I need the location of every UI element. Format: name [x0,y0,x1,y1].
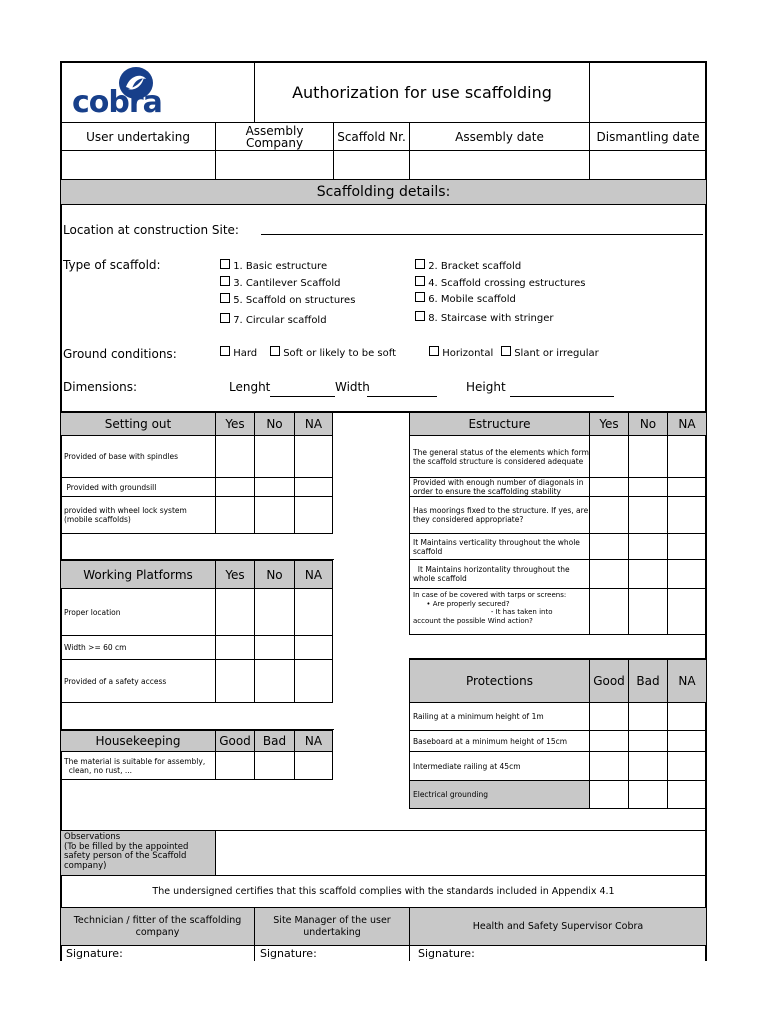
width-field[interactable] [367,396,437,397]
es-cell[interactable] [667,559,707,589]
height-field[interactable] [510,396,614,397]
es-cell[interactable] [589,477,629,497]
es-cell[interactable] [589,435,629,478]
setting-out-cell[interactable] [294,477,333,497]
sig-header-site-manager: Site Manager of the user undertaking [254,907,410,946]
pr-cell[interactable] [628,702,668,731]
height-label: Height [466,380,506,394]
wp-cell[interactable] [215,635,255,660]
wp-cell[interactable] [294,588,333,636]
type-option-2[interactable]: 2. Bracket scaffold [415,259,521,272]
hk-col-na: NA [294,730,333,752]
es-cell[interactable] [667,435,707,478]
col-dismantling-date: Dismantling date [589,122,707,151]
value-assembly-company[interactable] [215,150,334,180]
checkbox-icon[interactable] [415,311,425,321]
dimensions-label: Dimensions: [63,380,138,394]
pr-cell[interactable] [628,751,668,781]
setting-out-cell[interactable] [254,496,295,534]
pr-col-good: Good [589,659,629,703]
setting-out-cell[interactable] [254,477,295,497]
value-dismantling-date[interactable] [589,150,707,180]
wp-cell[interactable] [215,659,255,703]
wp-col-yes: Yes [215,560,255,589]
certification-text: The undersigned certifies that this scaffold complies with the standards included in Appendix 4.1 [60,875,707,908]
ground-label: Ground conditions: [63,347,177,361]
es-col-no: No [628,412,668,436]
es-cell[interactable] [628,477,668,497]
hk-cell[interactable] [254,751,295,780]
ground-option-horizontal[interactable]: Horizontal [429,346,493,359]
pr-cell[interactable] [667,780,707,809]
working-platforms-title: Working Platforms [60,560,216,589]
type-option-5[interactable]: 5. Scaffold on structures [220,293,355,306]
pr-row-2: Baseboard at a minimum height of 15cm [409,730,590,752]
pr-row-3: Intermediate railing at 45cm [409,751,590,781]
es-cell[interactable] [667,477,707,497]
es-row-4: It Maintains verticality throughout the whole scaffold [409,533,590,560]
wp-row-1: Proper location [60,588,216,636]
es-col-na: NA [667,412,707,436]
es-cell[interactable] [667,588,707,635]
es-col-yes: Yes [589,412,629,436]
length-label: Lenght [229,380,271,394]
es-row-5: It Maintains horizontality throughout the whole scaffold [409,559,590,589]
wp-col-na: NA [294,560,333,589]
col-scaffold-nr: Scaffold Nr. [333,122,410,151]
section-scaffolding-details: Scaffolding details: [60,179,707,205]
header-blank-cell [589,61,707,123]
sig-divider [409,945,410,961]
estructure-title: Estructure [409,412,590,436]
setting-out-cell[interactable] [215,435,255,478]
setting-out-cell[interactable] [294,435,333,478]
sig-row [60,945,707,961]
checkbox-icon[interactable] [270,346,280,356]
checkbox-icon[interactable] [429,346,439,356]
type-option-6[interactable]: 6. Mobile scaffold [415,292,516,305]
hk-row-1: The material is suitable for assembly, clean, no rust, ... [60,751,216,780]
wp-cell[interactable] [294,659,333,703]
wp-col-no: No [254,560,295,589]
checkbox-icon[interactable] [415,276,425,286]
setting-out-cell[interactable] [215,477,255,497]
setting-out-cell[interactable] [254,435,295,478]
checkbox-icon[interactable] [501,346,511,356]
hk-col-bad: Bad [254,730,295,752]
pr-cell[interactable] [589,702,629,731]
es-row-6: In case of be covered with tarps or screens: • Are properly secured? - It has taken into account the possible Wind action? [409,588,590,635]
ground-option-hard[interactable]: Hard [220,346,257,359]
es-row-1: The general status of the elements which form the scaffold structure is considered adequate [409,435,590,478]
sig-header-technician: Technician / fitter of the scaffolding company [60,907,255,946]
hk-cell[interactable] [215,751,255,780]
col-assembly-date: Assembly date [409,122,590,151]
es-cell[interactable] [667,496,707,534]
checkbox-icon[interactable] [415,292,425,302]
width-label: Width [335,380,370,394]
setting-out-cell[interactable] [294,496,333,534]
length-field[interactable] [270,396,335,397]
observations-field[interactable] [215,830,707,876]
checkbox-icon[interactable] [220,313,230,323]
es-cell[interactable] [628,435,668,478]
signature-site-manager[interactable]: Signature: [260,947,317,960]
pr-cell[interactable] [667,730,707,752]
pr-cell[interactable] [589,751,629,781]
signature-hs-supervisor[interactable]: Signature: [418,947,475,960]
es-cell[interactable] [667,533,707,560]
pr-row-1: Railing at a minimum height of 1m [409,702,590,731]
es-cell[interactable] [589,533,629,560]
checkbox-icon[interactable] [415,259,425,269]
checkbox-icon[interactable] [220,276,230,286]
form-title: Authorization for use scaffolding [254,61,590,123]
setting-out-row-1: Provided of base with spindles [60,435,216,478]
checkbox-icon[interactable] [220,293,230,303]
pr-row-4: Electrical grounding [409,780,590,809]
type-option-3[interactable]: 3. Cantilever Scaffold [220,276,340,289]
protections-title: Protections [409,659,590,703]
pr-cell[interactable] [628,780,668,809]
sig-divider [254,945,255,961]
checkbox-icon[interactable] [220,259,230,269]
es-cell[interactable] [628,533,668,560]
cobra-logo [72,65,162,121]
location-label: Location at construction Site: [63,223,239,237]
wp-cell[interactable] [294,635,333,660]
es-row-2: Provided with enough number of diagonals in order to ensure the scaffolding stability [409,477,590,497]
setting-out-row-3: provided with wheel lock system (mobile scaffolds) [60,496,216,534]
value-assembly-date[interactable] [409,150,590,180]
logo-text: cobra [72,85,162,120]
type-option-8[interactable]: 8. Staircase with stringer [415,311,554,324]
type-label: Type of scaffold: [63,258,161,272]
pr-col-bad: Bad [628,659,668,703]
setting-out-row-2: Provided with groundsill [60,477,216,497]
col-user-undertaking: User undertaking [60,122,216,151]
pr-cell[interactable] [667,751,707,781]
es-cell[interactable] [628,496,668,534]
pr-cell[interactable] [667,702,707,731]
pr-cell[interactable] [589,730,629,752]
ground-option-soft[interactable]: Soft or likely to be soft [270,346,396,359]
wp-row-3: Provided of a safety access [60,659,216,703]
pr-cell[interactable] [589,780,629,809]
es-cell[interactable] [589,588,629,635]
signature-technician[interactable]: Signature: [66,947,123,960]
setting-out-title: Setting out [60,412,216,436]
setting-out-col-yes: Yes [215,412,255,436]
type-option-7[interactable]: 7. Circular scaffold [220,313,327,326]
hk-col-good: Good [215,730,255,752]
es-row-3: Has moorings fixed to the structure. If yes, are they considered appropriate? [409,496,590,534]
type-option-4[interactable]: 4. Scaffold crossing estructures [415,276,586,289]
hk-cell[interactable] [294,751,333,780]
es-cell[interactable] [628,559,668,589]
es-cell[interactable] [589,496,629,534]
es-cell[interactable] [589,559,629,589]
setting-out-col-no: No [254,412,295,436]
col-assembly-company: Assembly Company [215,122,334,151]
type-option-1[interactable]: 1. Basic estructure [220,259,327,272]
wp-row-2: Width >= 60 cm [60,635,216,660]
wp-cell[interactable] [215,588,255,636]
observations-label: Observations (To be filled by the appointed safety person of the Scaffold company) [60,830,216,876]
es-cell[interactable] [628,588,668,635]
wp-cell[interactable] [254,588,295,636]
checkbox-icon[interactable] [220,346,230,356]
wp-cell[interactable] [254,635,295,660]
ground-option-slant[interactable]: Slant or irregular [501,346,599,359]
location-field[interactable] [261,234,703,235]
setting-out-cell[interactable] [215,496,255,534]
setting-out-col-na: NA [294,412,333,436]
value-user-undertaking[interactable] [60,150,216,180]
pr-col-na: NA [667,659,707,703]
sig-header-hs-supervisor: Health and Safety Supervisor Cobra [409,907,707,946]
pr-cell[interactable] [628,730,668,752]
housekeeping-title: Housekeeping [60,730,216,752]
wp-cell[interactable] [254,659,295,703]
value-scaffold-nr[interactable] [333,150,410,180]
